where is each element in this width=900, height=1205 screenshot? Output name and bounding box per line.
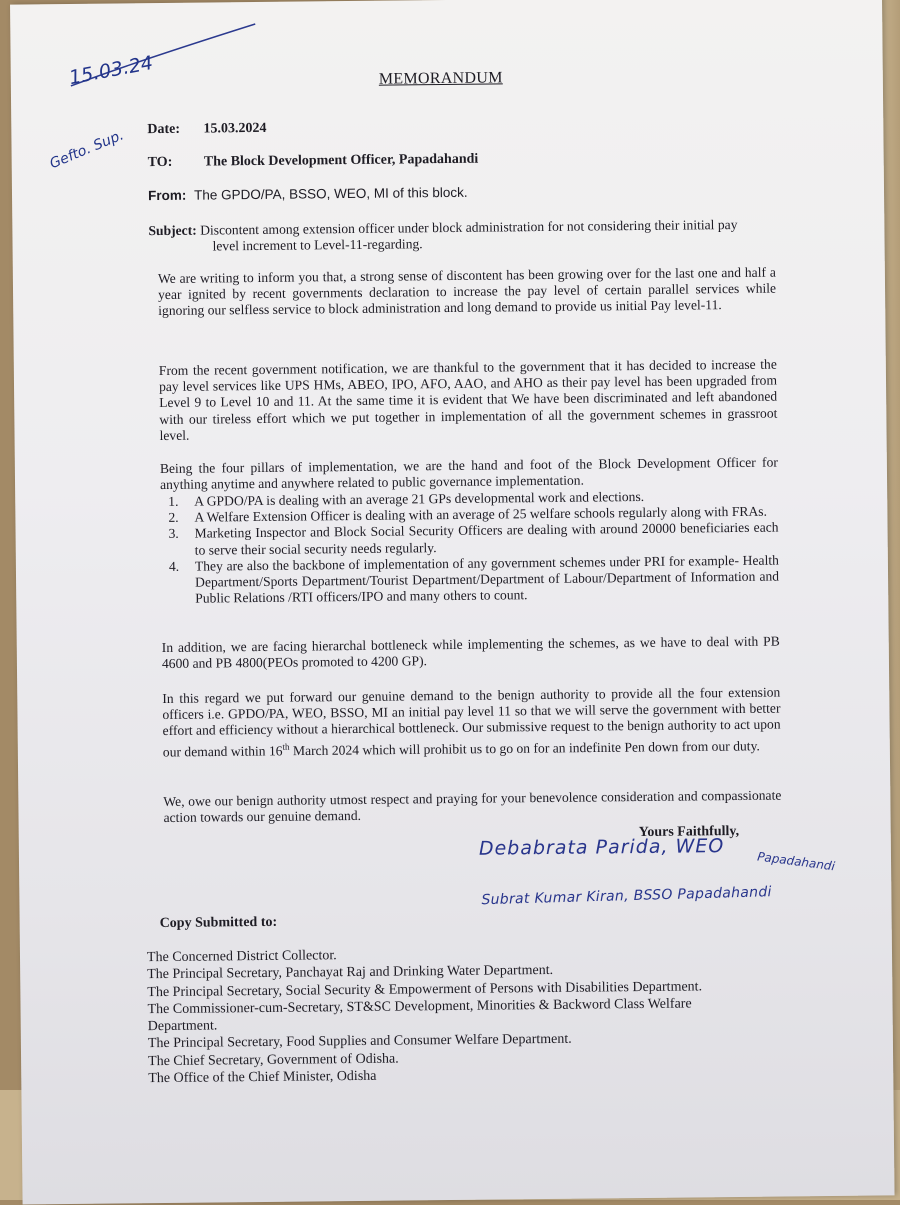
memorandum-page bbox=[10, 0, 895, 1204]
paragraph-1: We are writing to inform you that, a strong sense of discontent has been growing over for the last one and half a year ignited by recent governments declaration to increase the pay level of certain parallel services while ignoring our selfless service to block administration and long demand to provide us initial Pay level-11. bbox=[157, 264, 777, 319]
date-line bbox=[147, 120, 266, 139]
from-label: From: bbox=[147, 187, 187, 204]
date-value: 15.03.2024 bbox=[203, 120, 267, 137]
copy-heading: Copy Submitted to: bbox=[159, 914, 278, 932]
paragraph-2: From the recent government notification, we are thankful to the government that it has decided to increase the pay level services like UPS HMs, ABEO, IPO, AFO, AAO, and AHO as their pay level has been upgraded from Level 9 to Level 10 and 11. At the same time it is evident that We have been discriminated and left abandoned with our tireless effort which we put together in implementation of all the government schemes in grassroot level. bbox=[158, 356, 778, 443]
from-value: The GPDO/PA, BSSO, WEO, MI of this block. bbox=[193, 184, 468, 203]
signature-weo-place: Papadahandi bbox=[756, 849, 836, 874]
list-item: 3. Marketing Inspector and Block Social Security Officers are dealing with around 20000 beneficiaries each to serve their social security needs regularly. bbox=[168, 519, 779, 558]
date-label: Date: bbox=[147, 121, 181, 138]
to-label: TO: bbox=[147, 154, 173, 171]
to-value: The Block Development Officer, Papadahandi bbox=[203, 151, 479, 170]
subject-line bbox=[148, 217, 737, 239]
from-line bbox=[148, 184, 468, 205]
subject-text-line-1: Discontent among extension officer under block administration for not considering their initial pay bbox=[200, 216, 738, 238]
signature-bsso: Subrat Kumar Kiran, BSSO Papadahandi bbox=[481, 884, 772, 909]
list-item: The Chief Secretary, Government of Odisha. bbox=[148, 1051, 399, 1069]
paragraph-4: In addition, we are facing hierarchal bottleneck while implementing the schemes, as we have to deal with PB 4600 and PB 4800(PEOs promoted to 4200 GP). bbox=[161, 633, 780, 672]
signature-weo: Debabrata Parida, WEO bbox=[478, 835, 725, 860]
list-item: 2. A Welfare Extension Officer is dealing with an average of 25 welfare schools regularly along with FRAs. bbox=[168, 503, 768, 526]
list-item: The Principal Secretary, Food Supplies and Consumer Welfare Department. bbox=[147, 1032, 572, 1052]
subject-label: Subject: bbox=[148, 222, 197, 239]
to-line bbox=[148, 151, 479, 172]
memo-title: MEMORANDUM bbox=[378, 69, 503, 88]
paragraph-3: Being the four pillars of implementation, we are the hand and foot of the Block Development Officer for anything anytime and anywhere related to public governance implementation. bbox=[159, 454, 778, 493]
pillar-list bbox=[160, 488, 779, 608]
list-item: Department. bbox=[147, 1018, 218, 1035]
subject-text-line-2: level increment to Level-11-regarding. bbox=[212, 236, 423, 254]
list-item: The Principal Secretary, Social Security & Empowerment of Persons with Disabilities Department. bbox=[147, 978, 703, 1000]
list-item: The Commissioner-cum-Secretary, ST&SC Development, Minorities & Backword Class Welfare bbox=[147, 996, 692, 1018]
copy-recipient-list bbox=[147, 943, 703, 1087]
list-item: The Concerned District Collector. bbox=[146, 948, 337, 966]
list-item: 1. A GPDO/PA is dealing with an average 21 GPs developmental work and elections. bbox=[168, 488, 645, 509]
handwritten-forward-note: Gefto. Sup. bbox=[47, 127, 127, 173]
closing-text: Yours Faithfully, bbox=[638, 823, 740, 841]
paragraph-5: In this regard we put forward our genuine demand to the benign authority to provide all the four extension officers i.e. GPDO/PA, WEO, BSSO, MI an initial pay level 11 so that we will serve the government with better effort and efficiency without a hierarchical bottleneck. Our submissive request to the benign authority to act upon our demand within 16th March 2024 which will prohibit us to go on for an indefinite Pen down from our duty. bbox=[162, 684, 781, 760]
list-item: The Office of the Chief Minister, Odisha bbox=[148, 1068, 377, 1087]
paragraph-6: We, owe our benign authority utmost respect and praying for your benevolence consideration and compassionate action towards our genuine demand. bbox=[163, 787, 782, 826]
list-item: The Principal Secretary, Panchayat Raj and Drinking Water Department. bbox=[147, 963, 554, 983]
handwritten-receipt-note: 15.03.24 bbox=[67, 51, 155, 90]
list-item: 4. They are also the backbone of implementation of any government schemes under PRI for example- Health Department/Sports Department/Tourist Department/Department of Labour/Department of Information and Public Relations /RTI officers/IPO and many others to count. bbox=[168, 552, 780, 606]
